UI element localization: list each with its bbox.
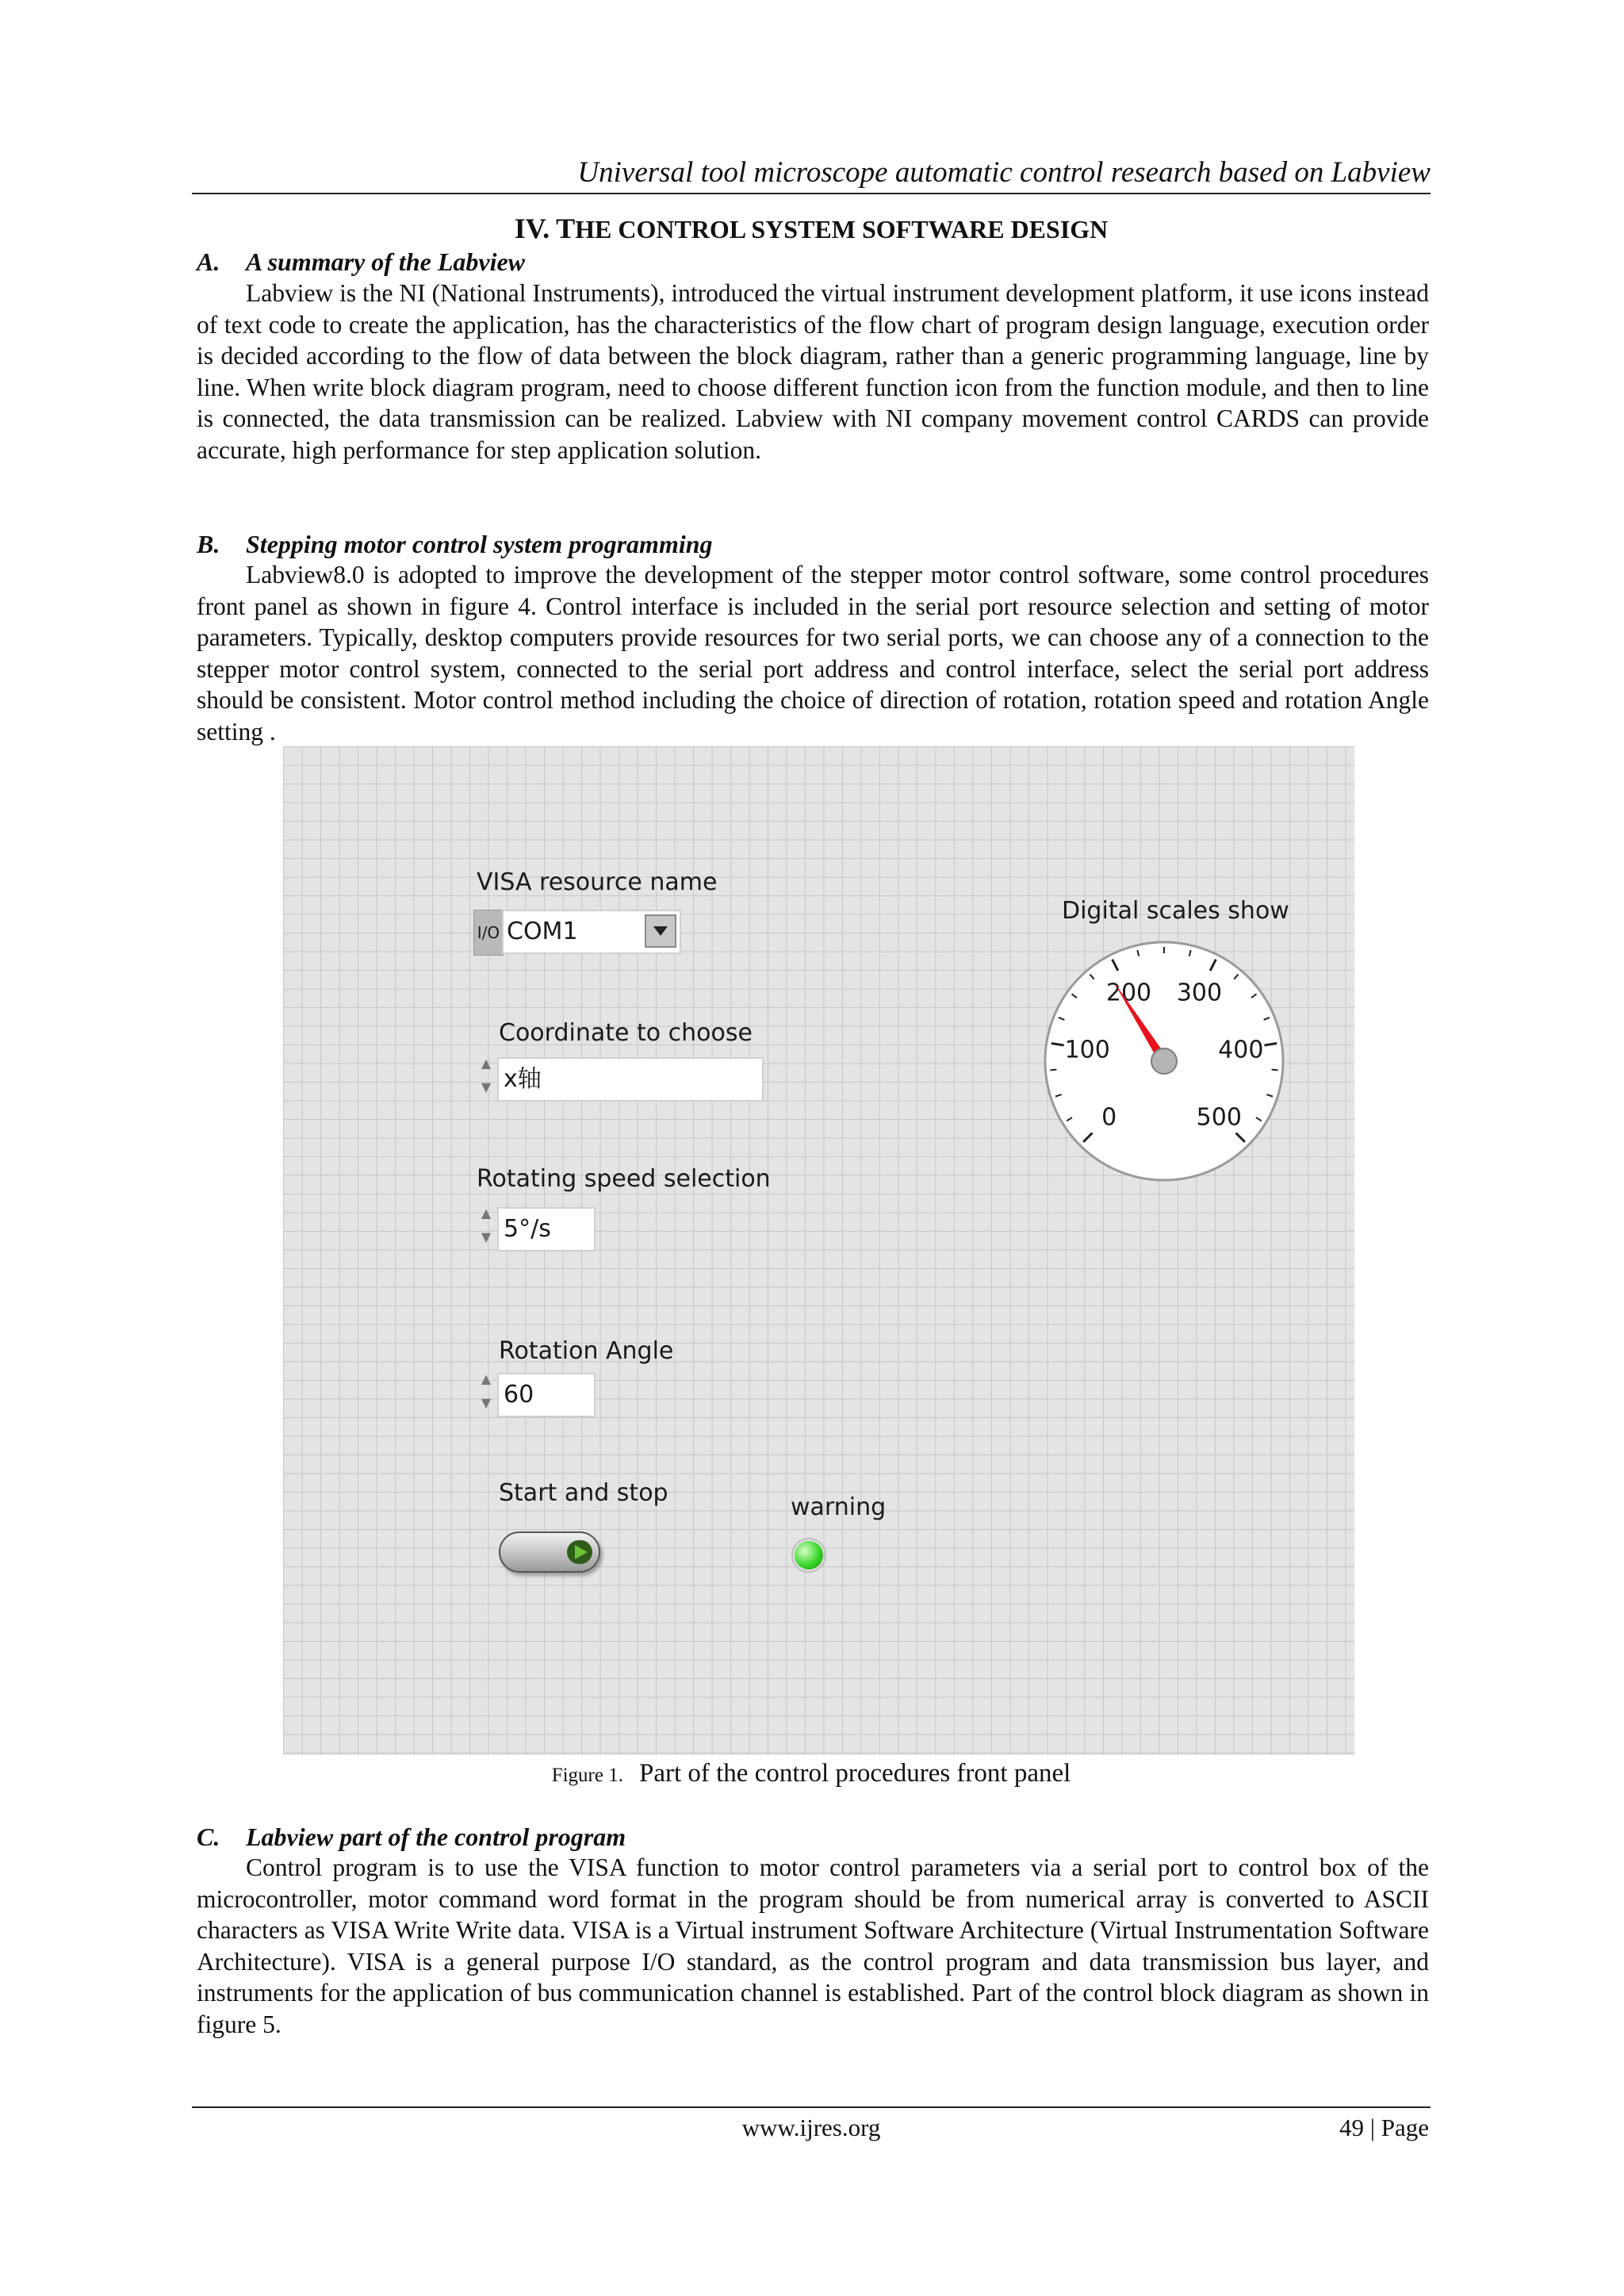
subsection-c-paragraph: Control program is to use the VISA function to motor control parameters via a serial port to control box of the microcontroller, motor command word format in the program should be from numerical array is converted to ASCII characters as VISA Write Write data. VISA is a Virtual instrument Software Architecture (Virtual Instrumentation Software Architecture). VISA is a general purpose I/O standard, as the control program and data transmission bus layer, and instruments for the application of bus communication channel is established. Part of the control block diagram as shown in figure 5. xyxy=(197,1853,1429,2038)
spin-up-icon[interactable]: ▲ xyxy=(481,1056,492,1071)
section-numeral: IV. xyxy=(514,213,550,244)
angle-numeric[interactable] xyxy=(497,1373,596,1417)
header-rule xyxy=(192,193,1431,194)
subsection-c-heading xyxy=(197,1821,626,1853)
warning-led xyxy=(791,1538,826,1573)
subsection-a-paragraph: Labview is the NI (National Instruments), introduced the virtual instrument development platform, it use icons instead of text code to create the application, has the characteristics of the flow chart of program design language, execution order is decided according to the flow of data between the block diagram, rather than a generic programming language, line by line. When write block diagram program, need to choose different function icon from the function module, and then to line is connected, the data transmission can be realized. Labview with NI company movement control CARDS can provide accurate, high performance for step application solution. xyxy=(197,279,1429,464)
footer-url: www.ijres.org xyxy=(741,2114,881,2141)
footer-rule xyxy=(192,2106,1431,2108)
speed-spinner[interactable] xyxy=(476,1207,496,1255)
gauge-tick xyxy=(1272,1070,1278,1071)
gauge-label: Digital scales show xyxy=(1062,897,1289,925)
gauge-tick-label-200: 200 xyxy=(1105,979,1152,1007)
subsection-b-letter: B. xyxy=(197,530,220,558)
gauge-tick xyxy=(1050,1070,1056,1071)
section-title-rest: HE CONTROL SYSTEM SOFTWARE DESIGN xyxy=(575,215,1109,243)
spin-down-icon[interactable]: ▼ xyxy=(481,1079,492,1094)
warning-led-light xyxy=(795,1541,823,1570)
subsection-b-paragraph: Labview8.0 is adopted to improve the development of the stepper motor control software, some control procedures front panel as shown in figure 4. Control interface is included in the serial port resource selection and setting of motor parameters. Typically, desktop computers provide resources for two serial ports, we can choose any of a connection to the stepper motor control system, connected to the serial port address and control interface, select the serial port address should be consistent. Motor control method including the choice of direction of rotation, rotation speed and rotation Angle setting . xyxy=(197,561,1429,746)
angle-spinner[interactable] xyxy=(476,1373,496,1420)
figure-number: Figure 1. xyxy=(551,1765,623,1786)
play-icon xyxy=(567,1540,592,1564)
spin-down-icon[interactable]: ▼ xyxy=(481,1229,492,1244)
subsection-a-heading xyxy=(197,246,525,278)
gauge-hub xyxy=(1151,1048,1177,1074)
coordinate-label: Coordinate to choose xyxy=(499,1019,753,1047)
subsection-a-letter: A. xyxy=(197,247,220,276)
subsection-b-heading xyxy=(197,528,713,560)
speed-ring[interactable] xyxy=(497,1207,596,1251)
angle-label: Rotation Angle xyxy=(499,1337,674,1365)
spin-up-icon[interactable]: ▲ xyxy=(481,1205,492,1221)
angle-value: 60 xyxy=(504,1381,534,1409)
coordinate-spinner[interactable] xyxy=(476,1057,496,1105)
visa-resource-label: VISA resource name xyxy=(477,868,718,896)
gauge-tick-label-500: 500 xyxy=(1196,1103,1242,1132)
coordinate-ring[interactable] xyxy=(497,1057,764,1102)
io-icon: I/O xyxy=(473,910,504,956)
speed-value: 5°/s xyxy=(504,1215,551,1243)
section-first-letter: T xyxy=(556,213,576,244)
spin-down-icon[interactable]: ▼ xyxy=(481,1395,492,1410)
start-stop-button[interactable] xyxy=(499,1531,600,1573)
footer-page-number: 49 | Page xyxy=(1339,2114,1429,2141)
start-stop-label: Start and stop xyxy=(499,1479,668,1507)
spin-up-icon[interactable]: ▲ xyxy=(481,1371,492,1386)
section-title xyxy=(192,213,1431,245)
front-panel-figure xyxy=(283,746,1354,1755)
warning-label: warning xyxy=(791,1493,887,1521)
digital-scales-gauge xyxy=(1043,940,1285,1182)
subsection-a-title: A summary of the Labview xyxy=(246,247,525,276)
gauge-tick-label-100: 100 xyxy=(1064,1036,1110,1064)
running-head: Universal tool microscope automatic control research based on Labview xyxy=(577,156,1431,189)
figure-caption xyxy=(192,1756,1431,1793)
subsection-b-title: Stepping motor control system programming xyxy=(246,530,713,558)
figure-caption-text: Part of the control procedures front panel xyxy=(638,1759,1071,1788)
coordinate-value: x轴 xyxy=(504,1065,542,1093)
speed-label: Rotating speed selection xyxy=(477,1165,771,1193)
visa-resource-value: COM1 xyxy=(507,918,578,945)
dropdown-arrow-icon[interactable] xyxy=(645,914,676,948)
gauge-tick-label-300: 300 xyxy=(1176,979,1223,1007)
subsection-c-letter: C. xyxy=(197,1823,220,1851)
gauge-tick-label-0: 0 xyxy=(1101,1103,1117,1132)
subsection-c-title: Labview part of the control program xyxy=(246,1823,626,1851)
gauge-tick-label-400: 400 xyxy=(1218,1036,1264,1064)
